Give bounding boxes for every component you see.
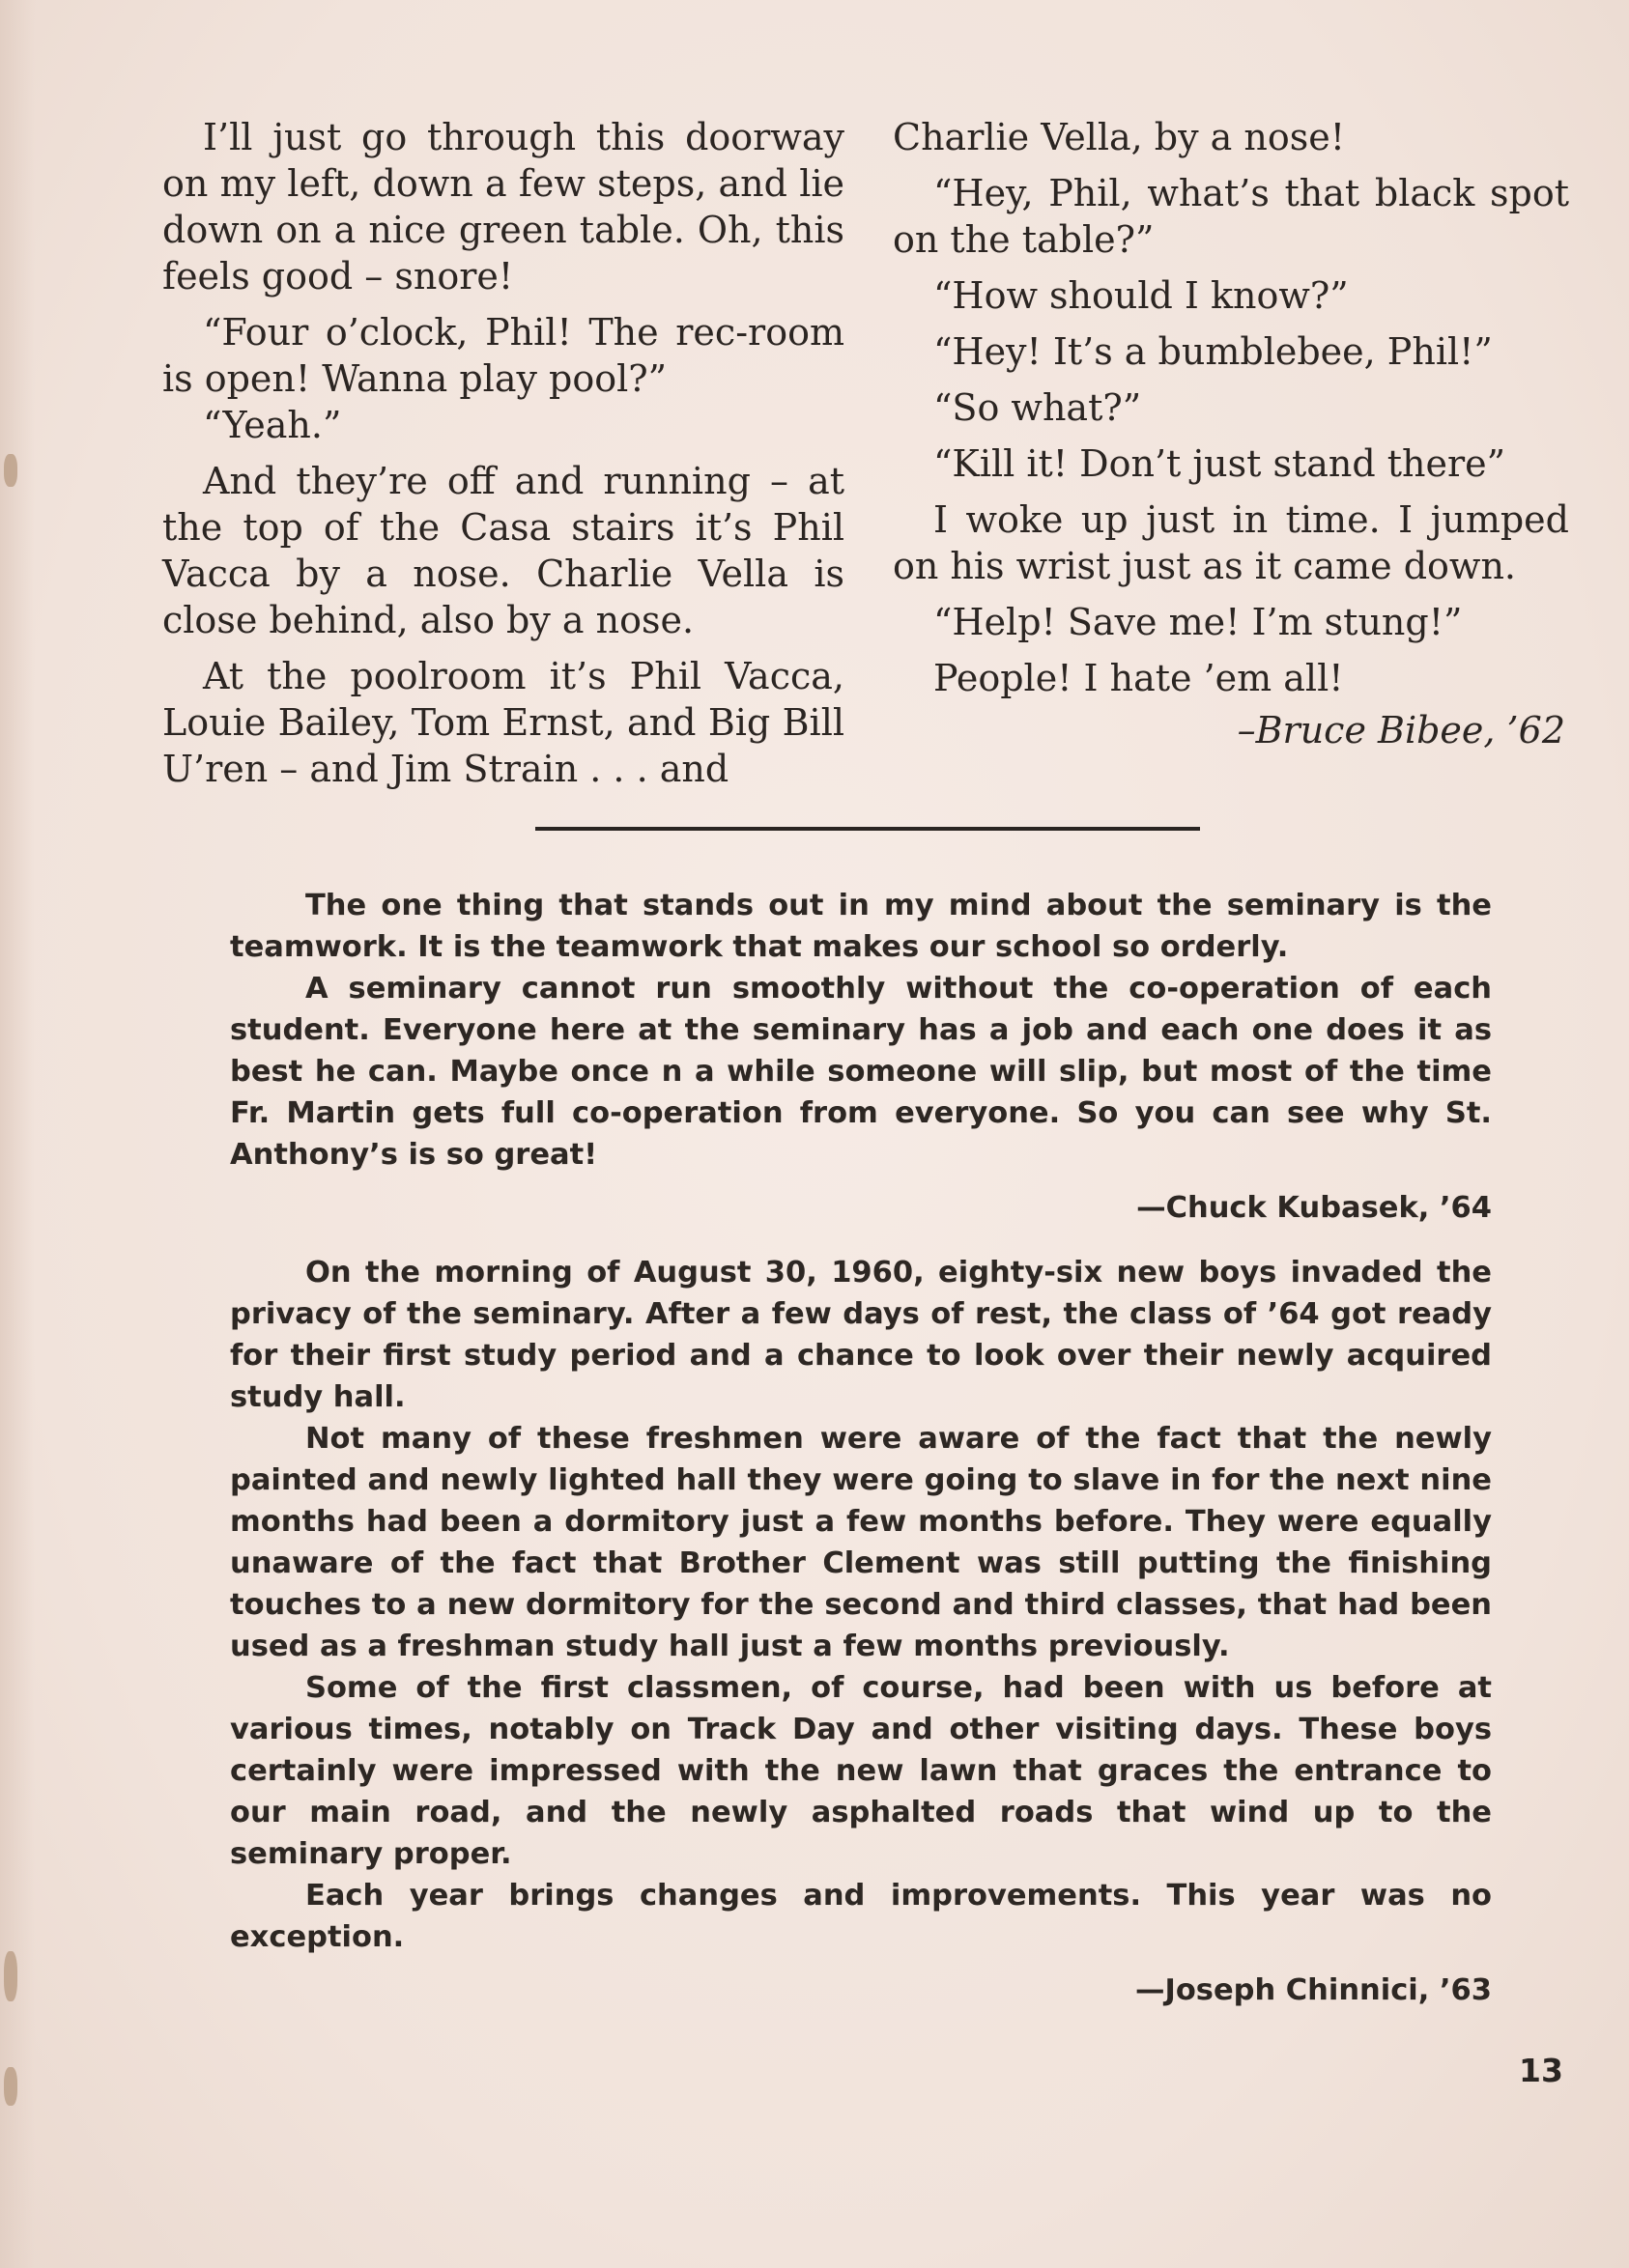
- story-left-column: [162, 114, 844, 802]
- story-paragraph: “Hey! It’s a bumblebee, Phil!”: [933, 330, 1493, 373]
- story-paragraph: I’ll just go through this doorway on my left, down a few steps, and lie down on a nice green table. Oh, this feels good – snore!: [162, 116, 844, 298]
- story-paragraph: “So what?”: [933, 386, 1142, 429]
- essays-section: [230, 885, 1492, 2034]
- essay-paragraph: Some of the first classmen, of course, had been with us before at various times, notably on Track Day and other visiting days. These boys certainly were impressed with the new lawn that graces the entrance to our main road, and the newly asphalted roads that wind up to the seminary proper.: [230, 1671, 1492, 1871]
- story-paragraph: “Hey, Phil, what’s that black spot on the table?”: [893, 172, 1569, 261]
- story-paragraph: And they’re off and running – at the top of the Casa stairs it’s Phil Vacca by a nose. Charlie Vella is close behind, also by a nose.: [162, 460, 844, 641]
- essay-paragraph: Each year brings changes and improvements. This year was no exception.: [230, 1879, 1492, 1954]
- essay-teamwork: [230, 885, 1492, 1229]
- binding-mark: [4, 1951, 17, 2001]
- essay-paragraph: On the morning of August 30, 1960, eighty-six new boys invaded the privacy of the seminary. After a few days of rest, the class of ’64 got ready for their first study period and a chance to look over their newly acquired study hall.: [230, 1256, 1492, 1414]
- essay-paragraph: A seminary cannot run smoothly without the co-operation of each student. Everyone here at the seminary has a job and each one does it as best he can. Maybe once n a while someone will slip, but most of the time Fr. Martin gets full co-operation from everyone. So you can see why St. Anthony’s is so great!: [230, 972, 1492, 1172]
- story-paragraph: I woke up just in time. I jumped on his wrist just as it came down.: [893, 498, 1569, 587]
- story-paragraph: At the poolroom it’s Phil Vacca, Louie Bailey, Tom Ernst, and Big Bill U’ren – and Jim Strain . . . and: [162, 655, 844, 790]
- story-signature: –Bruce Bibee, ’62: [1237, 709, 1565, 751]
- essay-paragraph: Not many of these freshmen were aware of the fact that the newly painted and newly lighted hall they were going to slave in for the next nine months had been a dormitory just a few months before. They were equally unaware of the fact that Brother Clement was still putting the finishing touches to a new dormitory for the second and third classes, that had been used as a freshman study hall just a few months previously.: [230, 1422, 1492, 1663]
- binding-mark: [4, 454, 17, 487]
- story-paragraph: People! I hate ’em all!: [933, 657, 1344, 699]
- story-paragraph: “Four o’clock, Phil! The rec-room is open! Wanna play pool?”: [162, 311, 844, 400]
- essay-signature: —Chuck Kubasek, ’64: [1136, 1191, 1492, 1225]
- story-right-column: [893, 114, 1569, 753]
- story-paragraph: “Yeah.”: [203, 404, 342, 446]
- essay-paragraph: The one thing that stands out in my mind about the seminary is the teamwork. It is the teamwork that makes our school so orderly.: [230, 889, 1492, 964]
- section-divider: [535, 827, 1200, 831]
- story-continuation: Charlie Vella, by a nose!: [893, 116, 1346, 158]
- story-paragraph: “Kill it! Don’t just stand there”: [933, 442, 1506, 485]
- story-paragraph: “Help! Save me! I’m stung!”: [933, 601, 1463, 643]
- binding-mark: [4, 2067, 17, 2106]
- binding-edge: [0, 0, 35, 2268]
- page-number: 13: [1519, 2052, 1563, 2089]
- essay-new-boys: [230, 1252, 1492, 2011]
- story-paragraph: “How should I know?”: [933, 274, 1349, 317]
- essay-signature: —Joseph Chinnici, ’63: [1134, 1973, 1492, 2007]
